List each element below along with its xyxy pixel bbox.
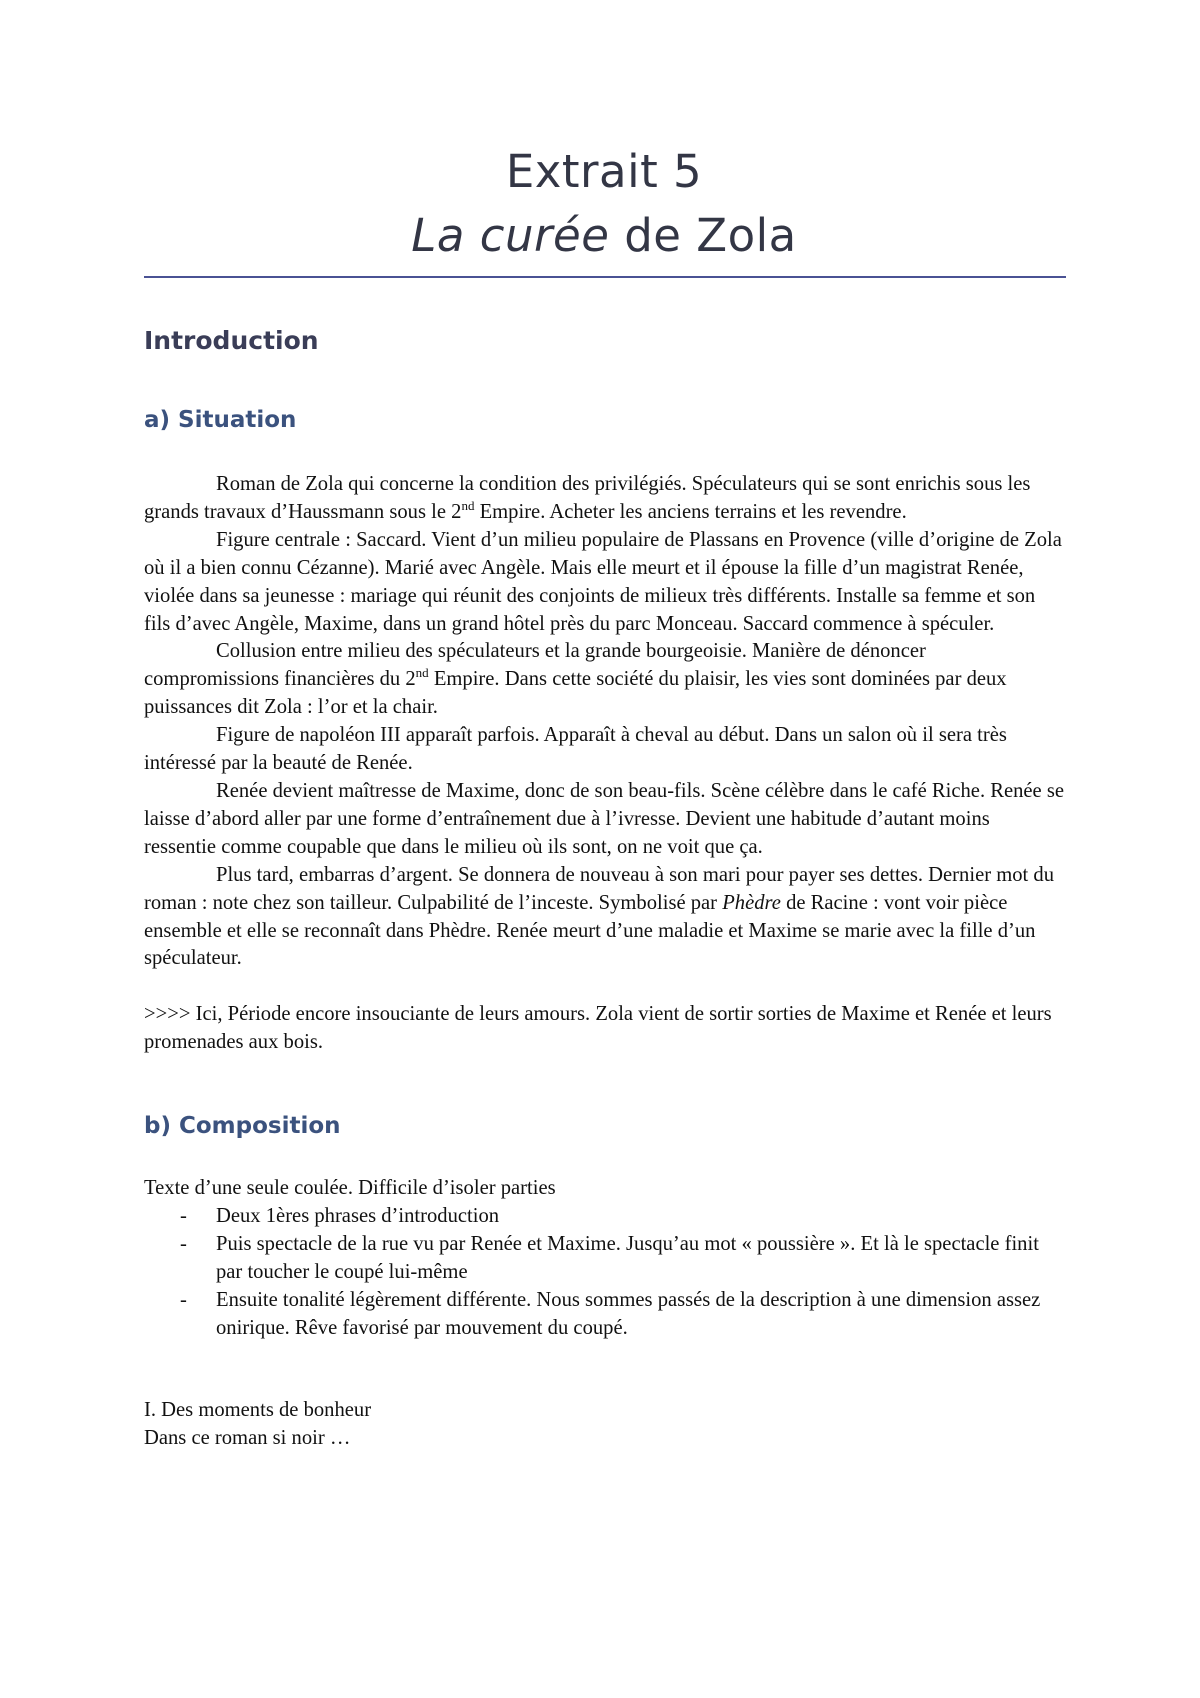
composition-list <box>144 1203 1064 1343</box>
situation-p1-text-b: Empire. Acheter les anciens terrains et les revendre. <box>474 500 907 523</box>
paragraph-gap <box>144 973 1064 1001</box>
part-one-section <box>144 1397 1064 1453</box>
composition-section <box>144 1175 1064 1342</box>
situation-p6-text-a: Plus tard, embarras d’argent. Se donnera de nouveau à son mari pour payer ses dettes. Dernier mot du roman : note chez son tailleur. Culpabilité de l’inceste. Symbolisé par <box>144 863 1054 914</box>
situation-p1-text-a: Roman de Zola qui concerne la condition des privilégiés. Spéculateurs qui se sont enrichis sous les grands travaux d’Haussmann sous le 2 <box>144 473 1031 523</box>
title-author: de Zola <box>609 209 797 262</box>
situation-p3-text-b: Empire. Dans cette société du plaisir, les vies sont dominées par deux puissances dit Zola : l’or et la chair. <box>144 668 1007 719</box>
list-item-text: Ensuite tonalité légèrement différente. Nous sommes passés de la description à une dimension assez onirique. Rêve favorisé par mouvement du coupé. <box>216 1288 1041 1339</box>
heading-situation: a) Situation <box>144 407 297 433</box>
situation-paragraph-6 <box>144 862 1064 974</box>
dash-bullet: - <box>180 1232 187 1255</box>
dash-bullet: - <box>180 1288 187 1311</box>
situation-p6-italic: Phèdre <box>722 891 781 914</box>
composition-intro: Texte d’une seule coulée. Difficile d’isoler parties <box>144 1177 556 1200</box>
situation-paragraph-5: Renée devient maîtresse de Maxime, donc de son beau-fils. Scène célèbre dans le café Riche. Renée se laisse d’abord aller par une forme d’entraînement due à l’ivresse. Devient une habitude d’autant moins ressentie comme coupable que dans le milieu où ils sont, on ne voit que ça. <box>144 779 1064 858</box>
heading-composition: b) Composition <box>144 1113 341 1140</box>
title-line-1: Extrait 5 <box>505 145 703 198</box>
list-item <box>180 1287 1064 1343</box>
title-book-name: La curée <box>411 209 610 262</box>
title-rule <box>144 276 1066 278</box>
list-item-text: Deux 1ères phrases d’introduction <box>216 1204 500 1227</box>
title-block <box>144 140 1064 268</box>
situation-p6-text-b: de Racine : vont voir pièce ensemble et elle se reconnaît dans Phèdre. Renée meurt d’une maladie et Maxime se marie avec la fille d’un spéculateur. <box>144 891 1036 970</box>
situation-paragraph-7: >>>> Ici, Période encore insouciante de leurs amours. Zola vient de sortir sorties de Maxime et Renée et leurs promenades aux bois. <box>144 1003 1052 1054</box>
list-item-text: Puis spectacle de la rue vu par Renée et Maxime. Jusqu’au mot « poussière ». Et là le spectacle finit par toucher le coupé lui-même <box>216 1232 1039 1283</box>
part-one-line: Dans ce roman si noir … <box>144 1427 351 1450</box>
dash-bullet: - <box>180 1204 187 1227</box>
situation-p3-text-a: Collusion entre milieu des spéculateurs et la grande bourgeoisie. Manière de dénoncer compromissions financières du 2 <box>144 640 926 691</box>
situation-paragraph-3 <box>144 638 1064 722</box>
situation-paragraph-2: Figure centrale : Saccard. Vient d’un milieu populaire de Plassans en Provence (ville d’origine de Zola où il a bien connu Cézanne). Marié avec Angèle. Mais elle meurt et il épouse la fille d’un magistrat Renée, violée dans sa jeunesse : mariage qui réunit des conjoints de milieux très différents. Installe sa femme et son fils d’avec Angèle, Maxime, dans un grand hôtel près du parc Monceau. Saccard commence à spéculer. <box>144 528 1062 635</box>
situation-paragraph-4: Figure de napoléon III apparaît parfois. Apparaît à cheval au début. Dans un salon où il sera très intéressé par la beauté de Renée. <box>144 724 1007 775</box>
situation-paragraph-1 <box>144 471 1064 527</box>
list-item <box>180 1231 1064 1287</box>
situation-p3-sup: nd <box>415 665 429 681</box>
part-one-heading: I. Des moments de bonheur <box>144 1399 372 1422</box>
heading-introduction: Introduction <box>144 326 319 355</box>
situation-p1-sup: nd <box>461 498 475 514</box>
document-page <box>144 140 1064 1453</box>
list-item <box>180 1203 1064 1231</box>
title-line-2 <box>144 204 1064 268</box>
situation-section <box>144 471 1064 1057</box>
